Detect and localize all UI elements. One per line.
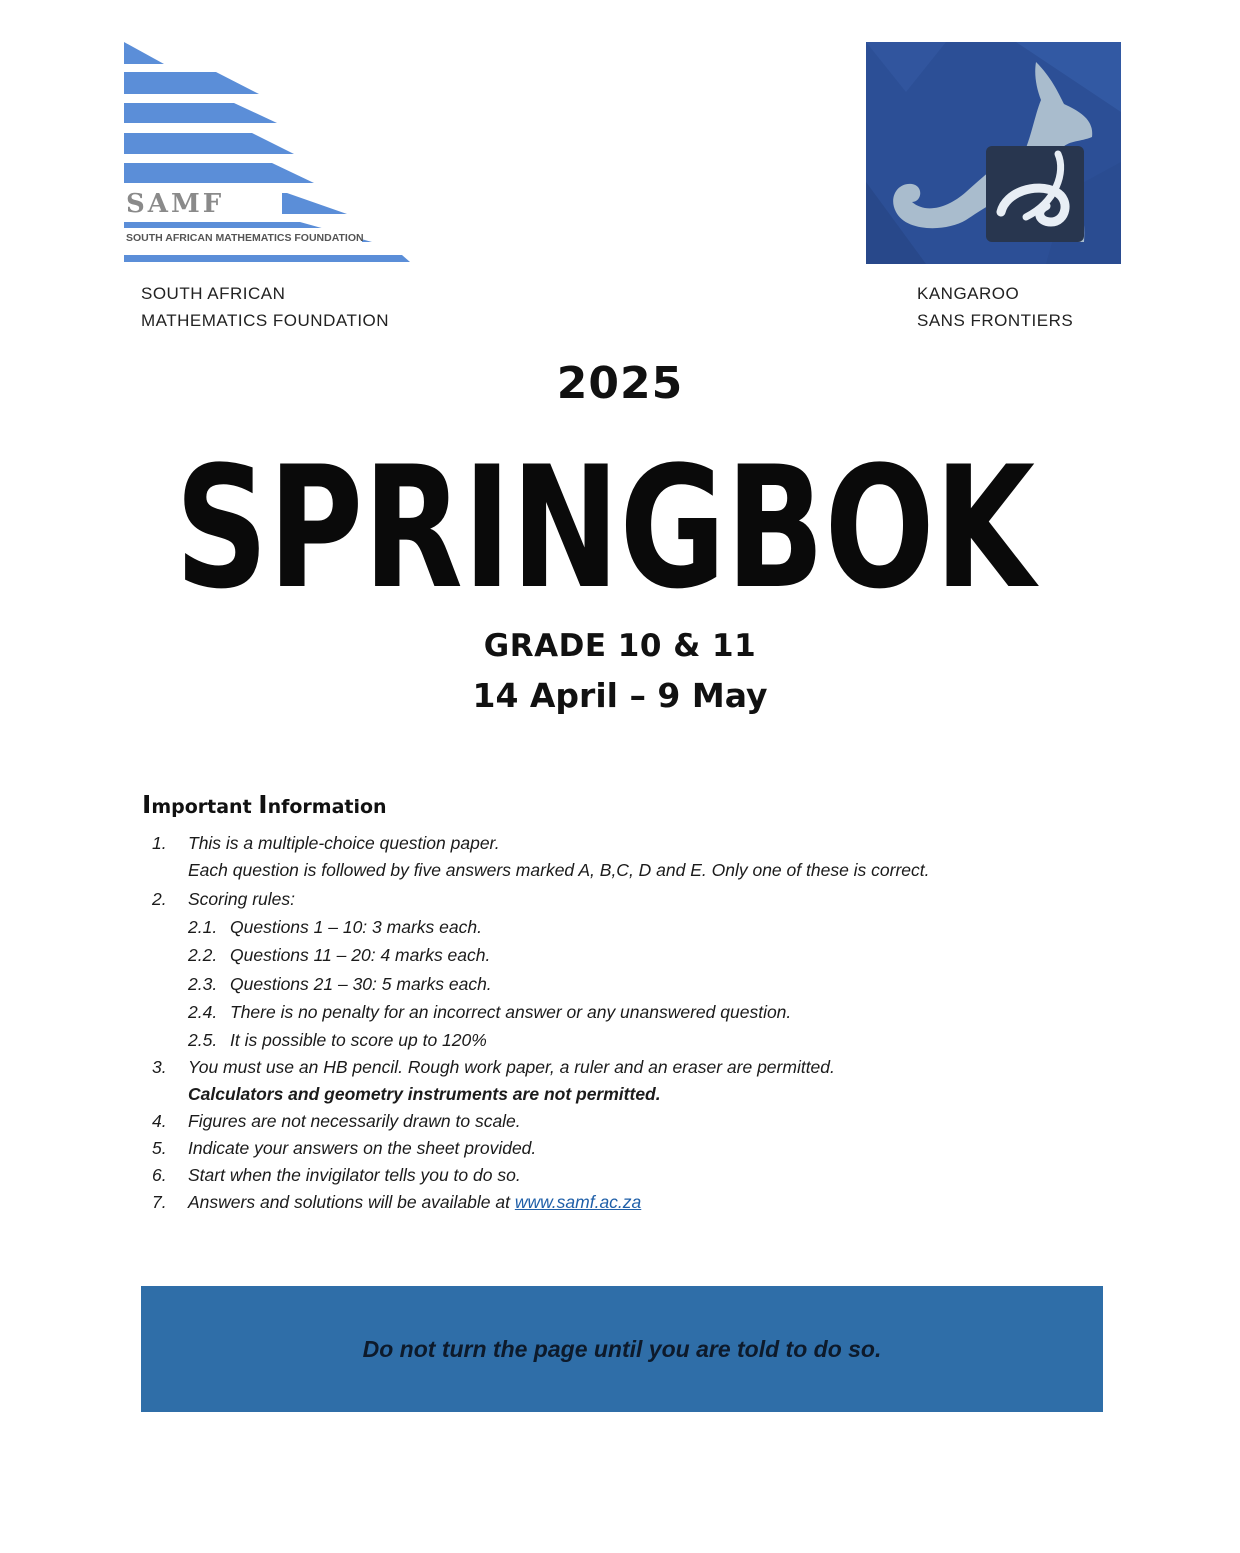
- org-left-line-1: SOUTH AFRICAN: [141, 284, 286, 303]
- samf-logo-text: SAMF: [126, 189, 225, 219]
- sub-rule: [188, 998, 1110, 1026]
- rule-1: [150, 830, 1110, 884]
- sub-rule-text: Questions 21 – 30: 5 marks each.: [230, 973, 492, 994]
- sub-rule-text: Questions 1 – 10: 3 marks each.: [230, 917, 482, 937]
- samf-website-link[interactable]: www.samf.ac.za: [514, 1192, 642, 1213]
- sub-rule: [188, 913, 1110, 941]
- org-right-line-2: SANS FRONTIERS: [917, 311, 1074, 330]
- rule-7: [150, 1189, 1110, 1216]
- rule-number: 1.: [152, 833, 167, 853]
- rule-6: [150, 1162, 1110, 1189]
- rule-text: Answers and solutions will be available at: [188, 1192, 515, 1213]
- grade: GRADE 10 & 11: [483, 628, 757, 664]
- sub-rule-text: It is possible to score up to 120%: [230, 1030, 487, 1051]
- title-springbok: [170, 430, 1040, 626]
- sub-rule-number: 2.2.: [188, 945, 218, 966]
- sub-rule-text: Questions 11 – 20: 4 marks each.: [230, 945, 491, 966]
- sub-rule-number: 2.1.: [188, 917, 218, 937]
- sub-rule-number: 2.3.: [188, 973, 218, 994]
- sub-rule: [188, 1026, 1110, 1054]
- rule-text: Start when the invigilator tells you to do so.: [188, 1165, 521, 1186]
- rule-text: Each question is followed by five answers marked A, B,C, D and E. Only one of these is correct.: [188, 860, 930, 880]
- kangaroo-logo: [866, 42, 1121, 264]
- dates: 14 April – 9 May: [472, 676, 768, 715]
- samf-logo: [122, 42, 412, 266]
- sub-rule-number: 2.4.: [188, 1001, 218, 1022]
- rule-number: 6.: [152, 1165, 167, 1186]
- samf-logo-subtext: SOUTH AFRICAN MATHEMATICS FOUNDATION: [126, 232, 364, 244]
- org-right-line-1: KANGAROO: [917, 284, 1020, 303]
- rule-number: 7.: [152, 1192, 167, 1213]
- rule-number: 5.: [152, 1138, 167, 1159]
- rule-4: [150, 1108, 1110, 1135]
- rule-text-bold: Calculators and geometry instruments are not permitted.: [188, 1084, 661, 1105]
- info-heading-cap-1: I: [142, 790, 152, 819]
- title-text: SPRINGBOK: [175, 430, 1040, 626]
- rule-text: Indicate your answers on the sheet provided.: [188, 1138, 537, 1159]
- rule-text: This is a multiple-choice question paper.: [188, 833, 500, 853]
- rule-number: 2.: [152, 889, 167, 909]
- notice-banner-text: Do not turn the page until you are told to do so.: [362, 1336, 882, 1362]
- org-right: [917, 280, 1073, 334]
- info-heading-cap-2: I: [258, 790, 268, 819]
- info-heading-part-1: mportant: [151, 796, 259, 818]
- sub-rule: [188, 970, 1110, 998]
- sub-rule-number: 2.5.: [188, 1030, 218, 1051]
- rule-5: [150, 1135, 1110, 1162]
- rule-text: Figures are not necessarily drawn to scale.: [188, 1111, 521, 1132]
- notice-banner: [141, 1286, 1103, 1412]
- rule-2: [150, 886, 1110, 1054]
- rule-number: 3.: [152, 1057, 167, 1078]
- rule-text: Scoring rules:: [188, 889, 295, 909]
- sub-rule: [188, 941, 1110, 969]
- info-heading-part-2: nformation: [267, 796, 387, 818]
- org-left: [141, 280, 389, 334]
- year: 2025: [556, 358, 684, 409]
- rule-3: [150, 1054, 1110, 1108]
- org-left-line-2: MATHEMATICS FOUNDATION: [141, 311, 390, 330]
- rule-number: 4.: [152, 1111, 167, 1132]
- rules-list: [150, 830, 1110, 1216]
- sub-rule-text: There is no penalty for an incorrect answer or any unanswered question.: [230, 1001, 792, 1022]
- rule-text: You must use an HB pencil. Rough work paper, a ruler and an eraser are permitted.: [188, 1057, 835, 1078]
- info-heading: [142, 790, 387, 819]
